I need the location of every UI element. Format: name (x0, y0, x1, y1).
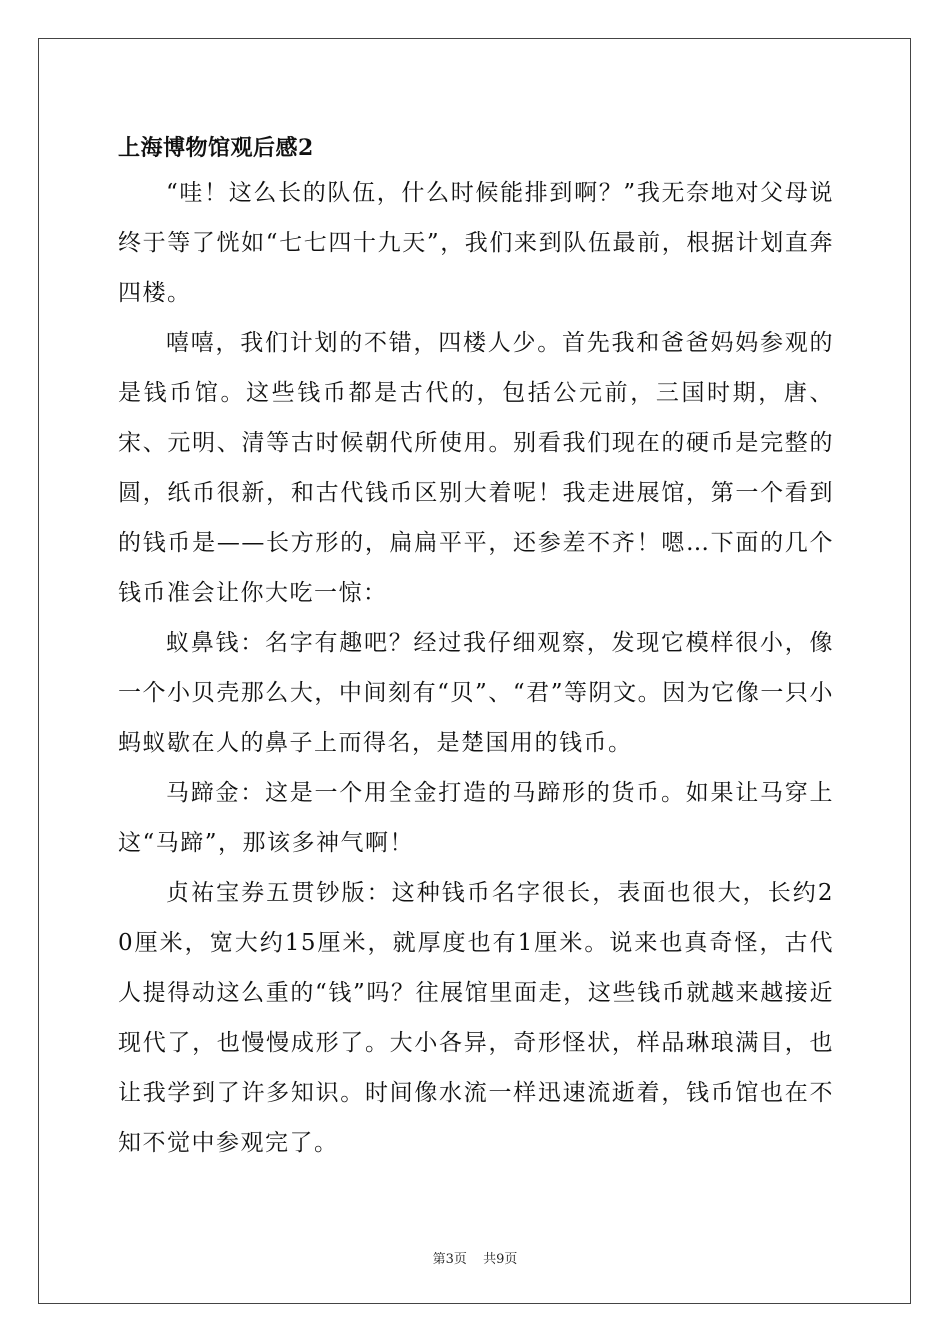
page-footer (0, 1248, 950, 1267)
paragraph-queue: “哇！这么长的队伍，什么时候能排到啊？”我无奈地对父母说终于等了恍如“七七四十九天”，我们来到队伍最前，根据计划直奔四楼。 (118, 180, 834, 306)
document-title: 上海博物馆观后感2 (118, 135, 314, 161)
page-total: 共9页 (483, 1252, 518, 1267)
paragraph-matijin: 马蹄金：这是一个用全金打造的马蹄形的货币。如果让马穿上这“马蹄”，那该多神气啊！ (118, 780, 834, 856)
page-number: 第3页 (432, 1252, 467, 1267)
paragraph-yibiqian: 蚁鼻钱：名字有趣吧？经过我仔细观察，发现它模样很小，像一个小贝壳那么大，中间刻有“贝”、“君”等阴文。因为它像一只小蚂蚁歇在人的鼻子上而得名，是楚国用的钱币。 (118, 630, 834, 756)
paragraph-zhenyou-banknote: 贞祐宝券五贯钞版：这种钱币名字很长，表面也很大，长约20厘米，宽大约15厘米，就厚度也有1厘米。说来也真奇怪，古代人提得动这么重的“钱”吗？往展馆里面走，这些钱币就越来越接近现代了，也慢慢成形了。大小各异，奇形怪状，样品琳琅满目，也让我学到了许多知识。时间像水流一样迅速流逝着，钱币馆也在不知不觉中参观完了。 (118, 880, 834, 1156)
paragraph-coin-hall: 嘻嘻，我们计划的不错，四楼人少。首先我和爸爸妈妈参观的是钱币馆。这些钱币都是古代的，包括公元前，三国时期，唐、宋、元明、清等古时候朝代所使用。别看我们现在的硬币是完整的圆，纸币很新，和古代钱币区别大着呢！我走进展馆，第一个看到的钱币是——长方形的，扁扁平平，还参差不齐！嗯…下面的几个钱币准会让你大吃一惊： (118, 330, 834, 606)
document-body (118, 128, 834, 1168)
